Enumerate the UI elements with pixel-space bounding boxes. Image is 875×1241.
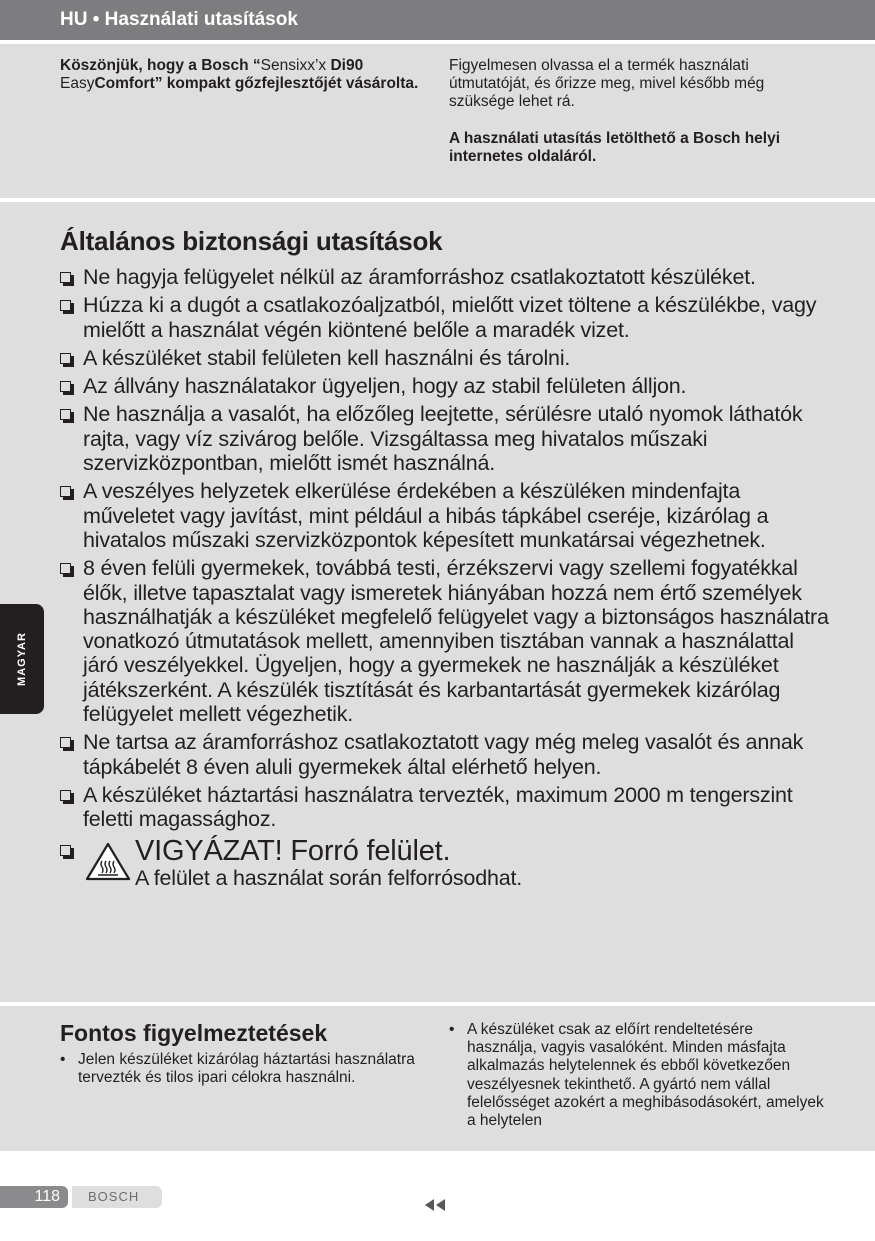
- hot-surface-warning: [60, 836, 830, 888]
- bullet-icon: •: [449, 1021, 455, 1038]
- safety-item-text: Az állvány használatakor ügyeljen, hogy az stabil felületen álljon.: [83, 374, 687, 399]
- checkbox-bullet-icon: [60, 381, 71, 392]
- important-list-right: [449, 1021, 824, 1130]
- intro-thanks-tail: Comfort” kompakt gőzfejlesztőjét vásárolta.: [94, 75, 419, 92]
- header-title: HU • Használati utasítások: [60, 9, 298, 30]
- warning-title: VIGYÁZAT! Forró felület.: [135, 834, 451, 867]
- language-tab: [0, 604, 44, 714]
- intro-thanks-model: Sensixx’x: [260, 57, 331, 74]
- safety-item: [60, 346, 830, 370]
- checkbox-bullet-icon: [60, 272, 71, 283]
- important-title: Fontos figyelmeztetések: [60, 1020, 328, 1046]
- brand-label: [72, 1186, 162, 1208]
- checkbox-bullet-icon: [60, 300, 71, 311]
- bullet-icon: •: [60, 1051, 66, 1068]
- safety-item: [60, 556, 830, 726]
- intro-notice-text: Figyelmesen olvassa el a termék használati útmutatóját, és őrizze meg, mivel később még szüksége lehet rá.: [449, 57, 765, 110]
- warning-text: A felület a használat során felforrósodhat.: [135, 865, 523, 890]
- checkbox-bullet-icon: [60, 563, 71, 574]
- list-item: [449, 1021, 824, 1130]
- safety-list: [60, 265, 830, 892]
- safety-item: [60, 374, 830, 398]
- language-tab-label: MAGYAR: [16, 632, 28, 686]
- important-warnings-section: [0, 1006, 875, 1151]
- safety-item-text: A készüléket stabil felületen kell használni és tárolni.: [83, 345, 571, 370]
- safety-item: [60, 265, 830, 289]
- hot-surface-warning-icon: [85, 841, 131, 881]
- checkbox-bullet-icon: [60, 737, 71, 748]
- brand-label-text: BOSCH: [88, 1189, 140, 1204]
- safety-item: [60, 730, 830, 779]
- safety-item-text: Ne használja a vasalót, ha előzőleg leejtette, sérülésre utaló nyomok láthatók rajta, vagy víz szivárog belőle. Vizsgáltassa meg hivatalos műszaki szervizközpontban, mielőtt ismét használná.: [83, 402, 803, 476]
- intro-thanks-model-code: Di90: [330, 57, 364, 74]
- safety-item-text: 8 éven felüli gyermekek, továbbá testi, érzékszervi vagy szellemi fogyatékkal élők, illetve tapasztalat vagy ismeretek hiányában hozzá nem értő személyek használhatják a készüléket megfelelő felügyelet vagy a biztonságos használatra vonatkozó útmutatások mellett, amennyiben tisztában vannak a használattal járó veszélyekkel. Ügyeljen, hogy a gyermekek ne használják a készüléket játékszerként. A készülék tisztítását és karbantartását gyermekek kizárólag felügyelet mellett végezhetik.: [83, 556, 829, 727]
- list-item: [60, 1051, 420, 1087]
- checkbox-bullet-icon: [60, 790, 71, 801]
- intro-thanks-lead: Köszönjük, hogy a Bosch “: [60, 57, 261, 74]
- intro-notice: [449, 57, 829, 166]
- safety-item: [60, 479, 830, 552]
- safety-item-text: A veszélyes helyzetek elkerülése érdekében a készüléken mindenfajta műveletet vagy javítást, mint például a hibás tápkábel cseréje, kizárólag a hivatalos műszaki szervizközpontok képesített munkatársai végezhetnek.: [83, 479, 769, 552]
- important-list-left: [60, 1051, 420, 1087]
- safety-item-text: A készüléket háztartási használatra tervezték, maximum 2000 m tengerszint feletti magassághoz.: [83, 782, 793, 832]
- checkbox-bullet-icon: [60, 845, 71, 856]
- safety-item: [60, 402, 830, 475]
- checkbox-bullet-icon: [60, 486, 71, 497]
- checkbox-bullet-icon: [60, 353, 71, 364]
- intro-download-note: A használati utasítás letölthető a Bosch helyi internetes oldaláról.: [449, 130, 781, 165]
- safety-item-text: Ne tartsa az áramforráshoz csatlakoztatott vagy még meleg vasalót és annak tápkábelét 8 éven aluli gyermekek által elérhető helyen.: [83, 730, 804, 779]
- page-number: [0, 1186, 68, 1208]
- safety-item: [60, 783, 830, 832]
- intro-thanks-easy: Easy: [60, 75, 95, 92]
- intro-panel: [0, 44, 875, 198]
- intro-thanks: [60, 57, 435, 93]
- list-item-text: A készüléket csak az előírt rendeltetésére használja, vagyis vasalóként. Minden másfajta alkalmazás helytelennek és ebből következően veszélyesnek tekinthető. A gyártó nem vállal felelősséget azokért a meghibásodásokért, amelyek a helytelen: [467, 1021, 824, 1130]
- safety-item-text: Ne hagyja felügyelet nélkül az áramforráshoz csatlakoztatott készüléket.: [83, 265, 756, 289]
- safety-item-text: Húzza ki a dugót a csatlakozóaljzatból, mielőtt vizet töltene a készülékbe, vagy mielőtt a használat végén kiöntené belőle a maradék vizet.: [83, 293, 817, 342]
- safety-item: [60, 293, 830, 342]
- safety-title: Általános biztonsági utasítások: [60, 226, 443, 256]
- page-number-text: 118: [34, 1188, 60, 1205]
- list-item-text: Jelen készüléket kizárólag háztartási használatra tervezték és tilos ipari célokra használni.: [78, 1051, 415, 1087]
- safety-section: [0, 202, 875, 1002]
- checkbox-bullet-icon: [60, 409, 71, 420]
- page-header: [0, 0, 875, 40]
- previous-page-icon[interactable]: [422, 1198, 452, 1212]
